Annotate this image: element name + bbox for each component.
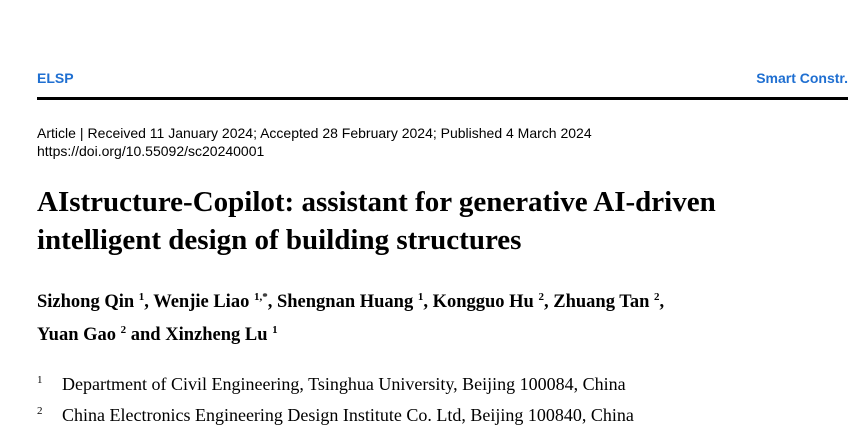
author-separator: , bbox=[267, 292, 277, 312]
doi-link[interactable]: https://doi.org/10.55092/sc20240001 bbox=[37, 143, 265, 159]
author-name: Kongguo Hu bbox=[432, 292, 534, 312]
paper-title-line-2: intelligent design of building structures bbox=[37, 224, 522, 256]
affiliation-text: China Electronics Engineering Design Institute Co. Ltd, Beijing 100840, China bbox=[62, 405, 634, 425]
author-name: Shengnan Huang bbox=[276, 292, 414, 312]
author-name: Sizhong Qin bbox=[37, 292, 135, 312]
affiliation-number: 2 bbox=[37, 405, 43, 417]
author-affiliation-mark: 1,* bbox=[253, 291, 268, 303]
author-separator: , bbox=[423, 292, 433, 312]
author-list bbox=[37, 286, 847, 352]
author-name: Wenjie Liao bbox=[153, 292, 250, 312]
affiliation-list bbox=[37, 369, 847, 431]
article-type: Article bbox=[37, 125, 76, 141]
author-affiliation-mark: 2 bbox=[120, 324, 127, 336]
author-separator: , bbox=[144, 292, 154, 312]
author-affiliation-mark: 2 bbox=[538, 291, 544, 303]
publisher-name: ELSP bbox=[37, 70, 74, 86]
paper-title-line-1: AIstructure-Copilot: assistant for generative AI-driven bbox=[37, 186, 716, 218]
affiliation-text: Department of Civil Engineering, Tsinghua University, Beijing 100084, China bbox=[62, 374, 626, 394]
author-line-1 bbox=[37, 286, 847, 319]
author-separator: and bbox=[126, 325, 166, 345]
header-divider bbox=[37, 97, 848, 100]
affiliation-item bbox=[37, 369, 847, 400]
author-affiliation-mark: 2 bbox=[654, 291, 660, 303]
author-line-2 bbox=[37, 319, 847, 352]
affiliation-item bbox=[37, 400, 847, 431]
author-name: Xinzheng Lu bbox=[165, 325, 268, 345]
author-name: Yuan Gao bbox=[37, 325, 117, 345]
affiliation-number: 1 bbox=[37, 374, 43, 386]
meta-separator: | bbox=[79, 125, 84, 141]
author-affiliation-mark: 1 bbox=[272, 324, 278, 336]
journal-header bbox=[37, 70, 848, 88]
author-name: Zhuang Tan bbox=[553, 292, 650, 312]
article-dates: Received 11 January 2024; Accepted 28 February 2024; Published 4 March 2024 bbox=[87, 125, 592, 141]
author-affiliation-mark: 1 bbox=[417, 291, 424, 303]
journal-name: Smart Constr. bbox=[756, 70, 848, 86]
author-separator: , bbox=[543, 292, 554, 312]
author-affiliation-mark: 1 bbox=[138, 291, 145, 303]
paper-title bbox=[37, 183, 847, 259]
article-dates-line bbox=[37, 124, 592, 142]
author-separator: , bbox=[659, 292, 665, 312]
article-meta bbox=[37, 124, 592, 160]
